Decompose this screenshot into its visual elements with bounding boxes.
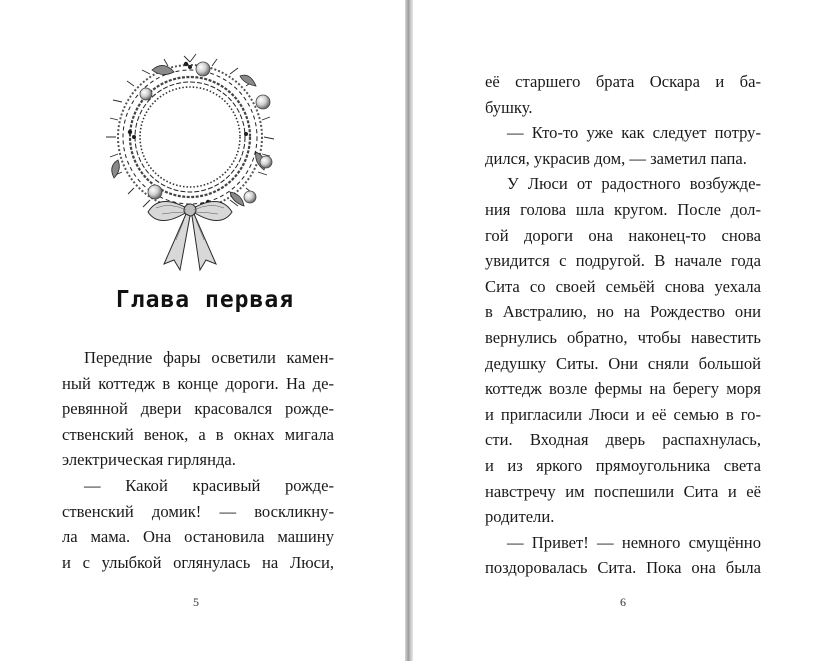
text-line: и с улыбкой оглянулась на Люси, — [62, 552, 334, 572]
text-line: ревянной двери красовался рожде- — [62, 399, 334, 419]
text-line: навстречу им поспешили Сита и её — [485, 481, 761, 501]
text-line: увидится с подругой. В начале года — [485, 251, 761, 271]
text-line: — Привет! — немного смущённо — [507, 532, 761, 552]
book-gutter — [405, 0, 413, 661]
text-line: сти. Входная дверь распахнулась, — [485, 430, 761, 450]
text-line: в Австралию, но на Рождество они — [485, 302, 761, 322]
text-line: коттедж возле фермы на берегу моря — [485, 379, 761, 399]
text-line: ния голова шла кругом. После дол- — [485, 199, 761, 219]
text-line: У Люси от радостного возбужде- — [507, 174, 761, 194]
text-line: родители. — [485, 507, 555, 527]
right-page-text — [485, 69, 761, 581]
chapter-title: Глава первая — [115, 287, 295, 313]
text-line: гой дороги она наконец-то снова — [485, 225, 761, 245]
text-line: её старшего брата Оскара и ба- — [485, 72, 761, 91]
text-line: Сита со своей семьёй снова уехала — [485, 276, 761, 296]
text-line: — Какой красивый рожде- — [84, 475, 334, 495]
text-line: — Кто-то уже как следует потру- — [507, 123, 761, 143]
page-number: 6 — [620, 595, 626, 609]
text-line: ственский домик! — воскликну- — [62, 501, 334, 521]
text-line: вернулись обратно, чтобы навестить — [485, 327, 761, 347]
christmas-wreath-illustration — [90, 42, 290, 282]
text-line: и из яркого прямоугольника света — [485, 455, 761, 475]
text-line: поздоровалась Сита. Пока она была — [485, 558, 761, 578]
left-page — [0, 0, 405, 661]
text-line: Передние фары осветили камен- — [84, 348, 334, 367]
text-line: и пригласили Люси и её семью в го- — [485, 404, 761, 424]
text-line: ный коттедж в конце дороги. На де- — [62, 373, 334, 393]
page-number: 5 — [193, 595, 199, 609]
text-line: бушку. — [485, 97, 533, 117]
text-line: электрическая гирлянда. — [62, 450, 236, 470]
text-line: дился, украсив дом, — заметил папа. — [485, 148, 747, 168]
text-line: ла мама. Она остановила машину — [62, 527, 334, 547]
text-line: ственский венок, а в окнах мигала — [62, 424, 334, 444]
left-page-text — [62, 345, 334, 575]
text-line: дедушку Ситы. Они сняли большой — [485, 353, 761, 373]
